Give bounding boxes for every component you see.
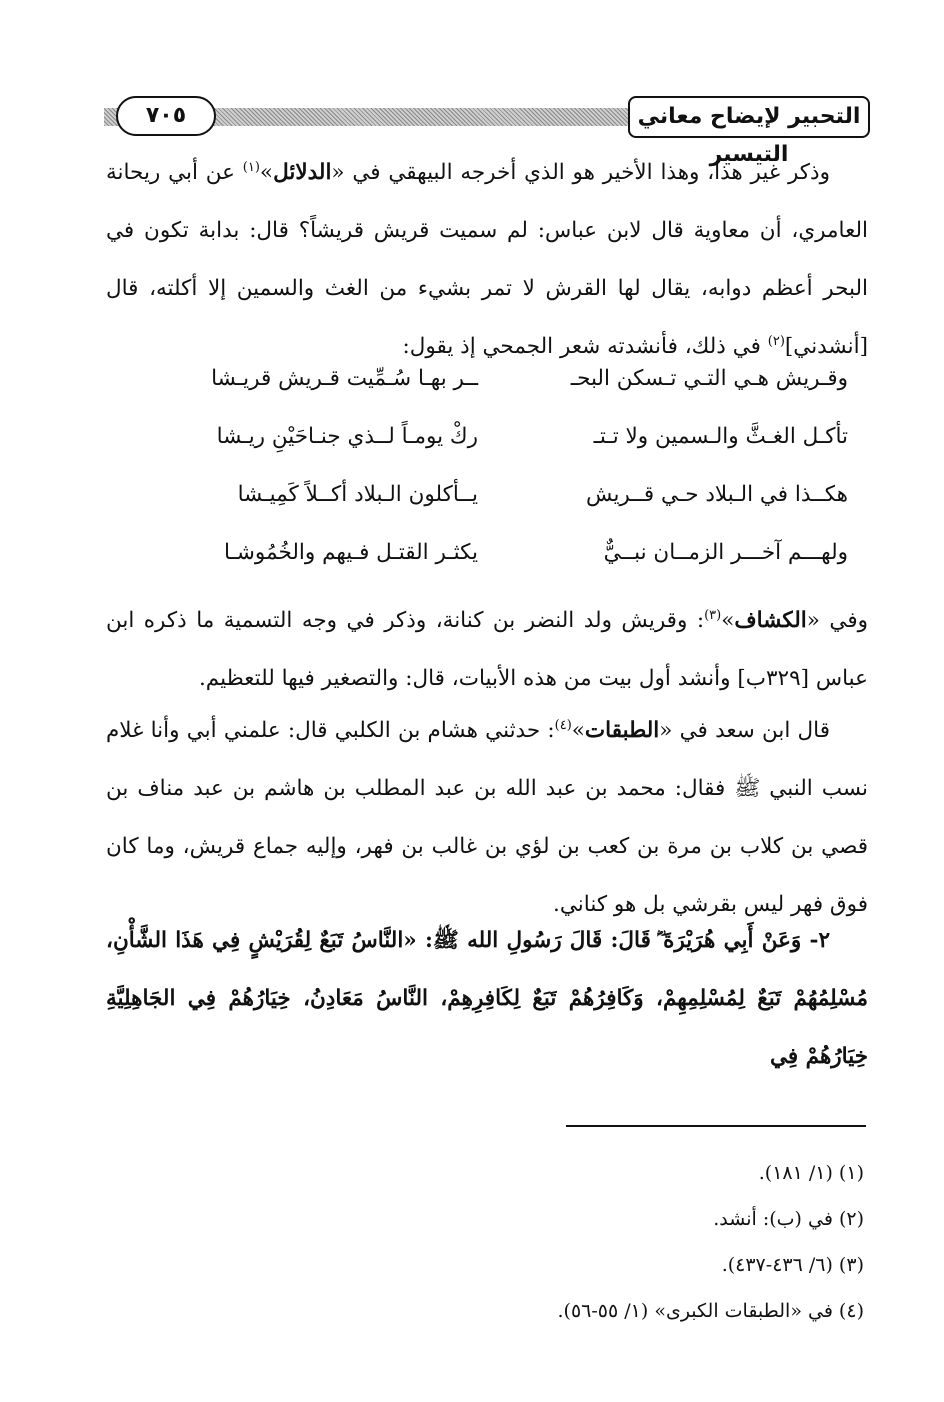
poem-verse	[148, 366, 848, 424]
p3-text-a: قال ابن سعد في «	[659, 718, 830, 743]
paragraph-1	[106, 144, 868, 376]
footnote-ref-1[interactable]: (١)	[242, 159, 260, 175]
running-header	[104, 96, 870, 167]
p1-source-title: الدلائل	[273, 160, 332, 185]
footnote-separator	[566, 1125, 866, 1127]
p1-text-b: »	[259, 160, 274, 185]
p3-text-c: : حدثني هشام بن الكلبي قال: علمني أبي وأنا غلام نسب النبي ﷺ فقال: محمد بن عبد الله بن عبد المطلب بن هاشم بن عبد مناف بن قصي بن كلاب بن مرة بن كعب بن لؤي بن غالب بن فهر، وإليه جماع قريش، وما كان فوق فهر ليس بقرشي بل هو كناني.	[106, 718, 868, 917]
p1-text-a: وذكر غير هذا، وهذا الأخير هو الذي أخرجه البيهقي في «	[331, 160, 831, 185]
poem	[148, 366, 848, 598]
footnote-2: (٢) في (ب): أنشد.	[713, 1208, 864, 1230]
paragraph-2	[106, 592, 868, 708]
p2-source-title: الكشاف	[734, 608, 807, 633]
p1-text-c: عن أبي ريحانة العامري، أن معاوية قال لابن عباس: لم سميت قريش قريشاً؟ قال: بدابة تكون في البحر أعظم دوابه، يقال لها القرش لا تمر بشيء من الغث والسمين إلا أكلته، قال [أنشدني]	[106, 160, 868, 359]
footnote-ref-3[interactable]: (٣)	[704, 607, 722, 623]
verse-second-hemistich: ركْ يومـاً لــذي جنـاحَيْنِ ريـشا	[216, 424, 478, 449]
poem-verse	[148, 424, 848, 482]
verse-second-hemistich: ــر بهـا سُـمِّيت قـريش قريـشا	[211, 366, 478, 391]
p2-text-b: »	[721, 608, 735, 633]
hadith-text: ٢- وَعَنْ أَبِي هُرَيْرَةَ ؓ قَالَ: قَالَ رَسُولِ الله ﷺ: «النَّاسُ تَبَعٌ لِقُرَيْشٍ فِي هَذَا الشَّأْنِ، مُسْلِمُهُمْ تَبَعٌ لِمُسْلِمِهِمْ، وَكَافِرُهُمْ تَبَعٌ لِكَافِرِهِمْ، النَّاسُ مَعَادِنُ، خِيَارُهُمْ فِي الجَاهِلِيَّةِ خِيَارُهُمْ فِي	[106, 928, 868, 1069]
poem-verse	[148, 540, 848, 598]
footnote-ref-2[interactable]: (٢)	[767, 333, 785, 349]
verse-second-hemistich: يكثـر القتـل فـيهم والخُمُوشـا	[224, 540, 478, 565]
verse-first-hemistich: هكــذا في الـبلاد حـي قــريش	[586, 482, 848, 507]
paragraph-3	[106, 702, 868, 934]
p3-text-b: »	[571, 718, 585, 743]
book-title: التحبير لإيضاح معاني التيسير	[628, 96, 870, 138]
p2-text-a: وفي «	[806, 608, 868, 633]
footnotes	[104, 1150, 864, 1334]
p3-source-title: الطبقات	[584, 718, 660, 743]
verse-first-hemistich: ولهـــم آخـــر الزمــان نبــيٌّ	[603, 540, 848, 565]
p1-text-d: في ذلك، فأنشدته شعر الجمحي إذ يقول:	[402, 334, 768, 359]
footnote-ref-4[interactable]: (٤)	[554, 717, 572, 733]
footnote-3: (٣) (٦/ ٤٣٦-٤٣٧).	[721, 1254, 864, 1276]
hadith-paragraph	[106, 912, 868, 1086]
verse-first-hemistich: وقـريش هـي التـي تـسكن البحـ	[570, 366, 848, 391]
poem-verse	[148, 482, 848, 540]
verse-second-hemistich: يــأكلون الـبلاد أكــلاً كَمِيـشا	[237, 482, 478, 507]
footnote-1: (١) (١/ ١٨١).	[758, 1162, 864, 1184]
footnote-4: (٤) في «الطبقات الكبرى» (١/ ٥٥-٥٦).	[557, 1300, 864, 1322]
p2-text-c: : وقريش ولد النضر بن كنانة، وذكر في وجه التسمية ما ذكره ابن عباس [٣٢٩ب] وأنشد أول بيت من هذه الأبيات، قال: والتصغير فيها للتعظيم.	[106, 608, 868, 691]
page-number: ٧٠٥	[116, 96, 216, 136]
verse-first-hemistich: تأكـل الغـثَّ والـسمين ولا تـتـ	[593, 424, 848, 449]
